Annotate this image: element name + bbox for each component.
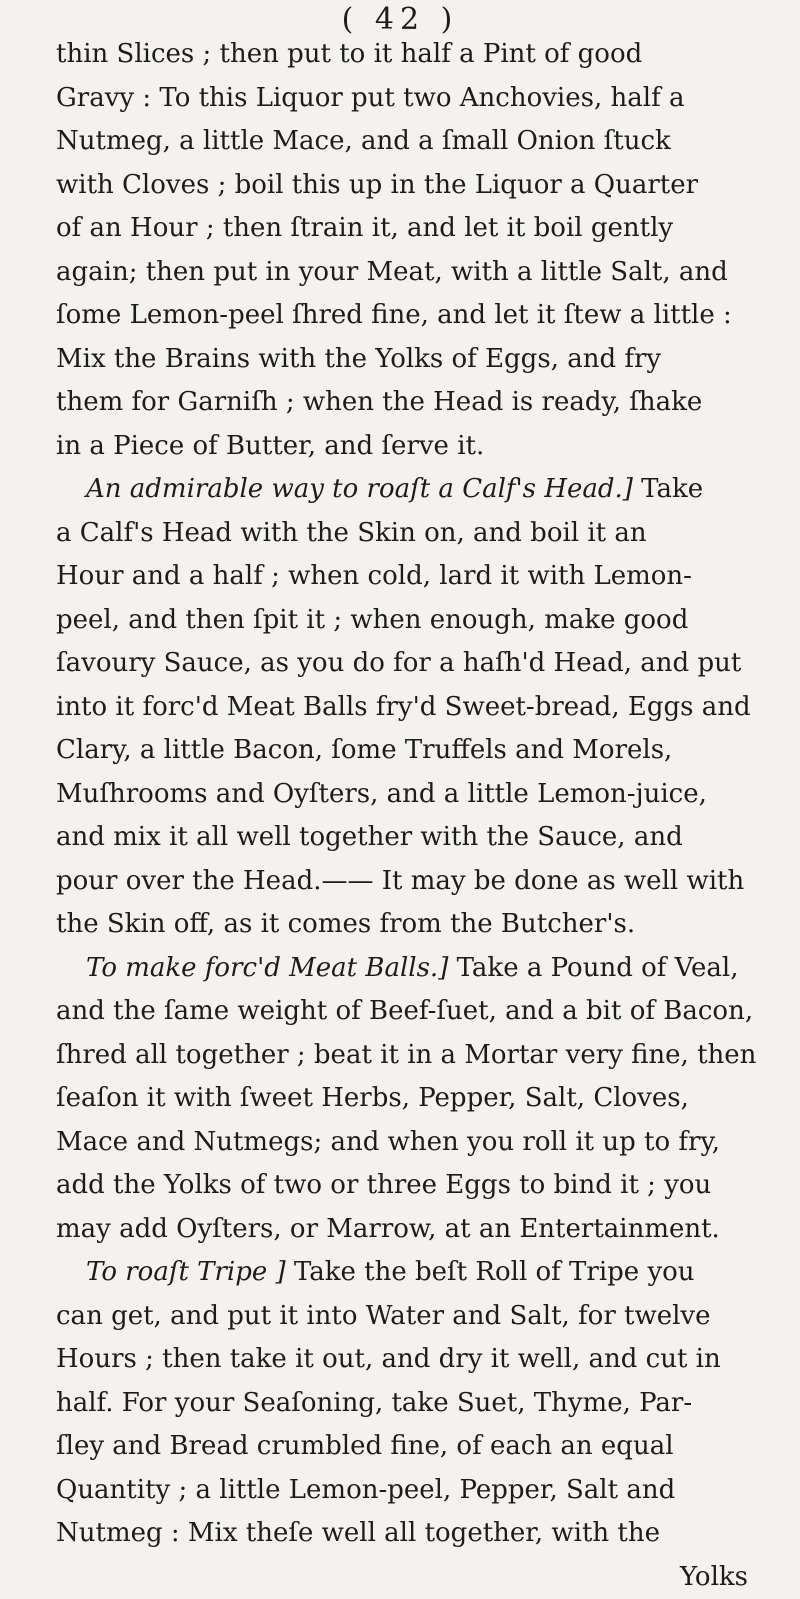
- line-text: may add Oyſters, or Marrow, at an Entertainment.: [56, 1214, 720, 1244]
- text-line: [56, 1295, 756, 1339]
- line-text: Muſhrooms and Oyſters, and a little Lemon-juice,: [56, 779, 707, 809]
- line-text: in a Piece of Butter, and ſerve it.: [56, 431, 484, 461]
- text-line: [56, 860, 756, 904]
- line-text: Quantity ; a little Lemon-peel, Pepper, Salt and: [56, 1475, 675, 1505]
- text-line: [56, 294, 756, 338]
- text-line: [56, 990, 756, 1034]
- page-number: ( 42 ): [0, 2, 800, 38]
- line-text: with Cloves ; boil this up in the Liquor a Quarter: [56, 170, 698, 200]
- line-text: Yolks: [680, 1562, 748, 1592]
- text-line: [56, 207, 756, 251]
- text-line: [56, 1208, 756, 1252]
- line-text: again; then put in your Meat, with a little Salt, and: [56, 257, 728, 287]
- line-text: thin Slices ; then put to it half a Pint of good: [56, 39, 642, 69]
- recipe-heading-line: [56, 947, 756, 991]
- line-text: them for Garniſh ; when the Head is ready, ſhake: [56, 387, 702, 417]
- text-line: [56, 686, 756, 730]
- text-line: [56, 1469, 756, 1513]
- text-line: [56, 903, 756, 947]
- text-line: [56, 164, 756, 208]
- text-line: [56, 1121, 756, 1165]
- line-text: ſhred all together ; beat it in a Mortar very fine, then: [56, 1040, 756, 1070]
- line-text: half. For your Seaſoning, take Suet, Thyme, Par-: [56, 1388, 692, 1418]
- line-text: Take: [633, 474, 703, 504]
- line-text: Take a Pound of Veal,: [448, 953, 738, 983]
- text-line: [56, 251, 756, 295]
- text-line: [56, 599, 756, 643]
- line-text: Gravy : To this Liquor put two Anchovies, half a: [56, 83, 684, 113]
- line-text: ſome Lemon-peel ſhred fine, and let it ſtew a little :: [56, 300, 732, 330]
- text-line: [56, 1382, 756, 1426]
- recipe-heading-line: [56, 1251, 756, 1295]
- text-line: [56, 1164, 756, 1208]
- line-text: Hours ; then take it out, and dry it well, and cut in: [56, 1344, 721, 1374]
- text-line: [56, 642, 756, 686]
- text-line: [56, 381, 756, 425]
- line-text: Hour and a half ; when cold, lard it with Lemon-: [56, 561, 692, 591]
- text-line: [56, 816, 756, 860]
- text-line: [56, 120, 756, 164]
- line-text: a Calf's Head with the Skin on, and boil it an: [56, 518, 647, 548]
- line-text: and the ſame weight of Beef-ſuet, and a bit of Bacon,: [56, 996, 753, 1026]
- text-line: [56, 1512, 756, 1556]
- recipe-title: To make forc'd Meat Balls.]: [86, 953, 448, 983]
- line-text: and mix it all well together with the Sauce, and: [56, 822, 683, 852]
- recipe-text: [56, 33, 756, 1599]
- line-text: peel, and then ſpit it ; when enough, make good: [56, 605, 688, 635]
- line-text: ſeaſon it with ſweet Herbs, Pepper, Salt, Cloves,: [56, 1083, 689, 1113]
- line-text: of an Hour ; then ſtrain it, and let it boil gently: [56, 213, 673, 243]
- text-line: [56, 512, 756, 556]
- line-text: Mace and Nutmegs; and when you roll it up to fry,: [56, 1127, 720, 1157]
- line-text: into it forc'd Meat Balls fry'd Sweet-bread, Eggs and: [56, 692, 751, 722]
- text-line: [56, 729, 756, 773]
- catchword: [56, 1556, 756, 1599]
- line-text: Clary, a little Bacon, ſome Truffels and Morels,: [56, 735, 672, 765]
- line-text: pour over the Head.—— It may be done as well with: [56, 866, 744, 896]
- line-text: the Skin off, as it comes from the Butcher's.: [56, 909, 635, 939]
- text-line: [56, 33, 756, 77]
- text-line: [56, 77, 756, 121]
- recipe-heading-line: [56, 468, 756, 512]
- recipe-title: An admirable way to roaſt a Calf's Head.]: [86, 474, 633, 504]
- line-text: can get, and put it into Water and Salt, for twelve: [56, 1301, 711, 1331]
- text-line: [56, 338, 756, 382]
- text-line: [56, 1077, 756, 1121]
- text-line: [56, 1425, 756, 1469]
- text-line: [56, 1338, 756, 1382]
- line-text: Take the beſt Roll of Tripe you: [286, 1257, 695, 1287]
- recipe-title: To roaſt Tripe ]: [86, 1257, 286, 1287]
- line-text: Mix the Brains with the Yolks of Eggs, and fry: [56, 344, 661, 374]
- line-text: ſley and Bread crumbled fine, of each an equal: [56, 1431, 674, 1461]
- text-line: [56, 1034, 756, 1078]
- text-line: [56, 425, 756, 469]
- line-text: Nutmeg : Mix theſe well all together, with the: [56, 1518, 660, 1548]
- line-text: ſavoury Sauce, as you do for a haſh'd Head, and put: [56, 648, 741, 678]
- text-line: [56, 773, 756, 817]
- line-text: add the Yolks of two or three Eggs to bind it ; you: [56, 1170, 711, 1200]
- line-text: Nutmeg, a little Mace, and a ſmall Onion ſtuck: [56, 126, 671, 156]
- text-line: [56, 555, 756, 599]
